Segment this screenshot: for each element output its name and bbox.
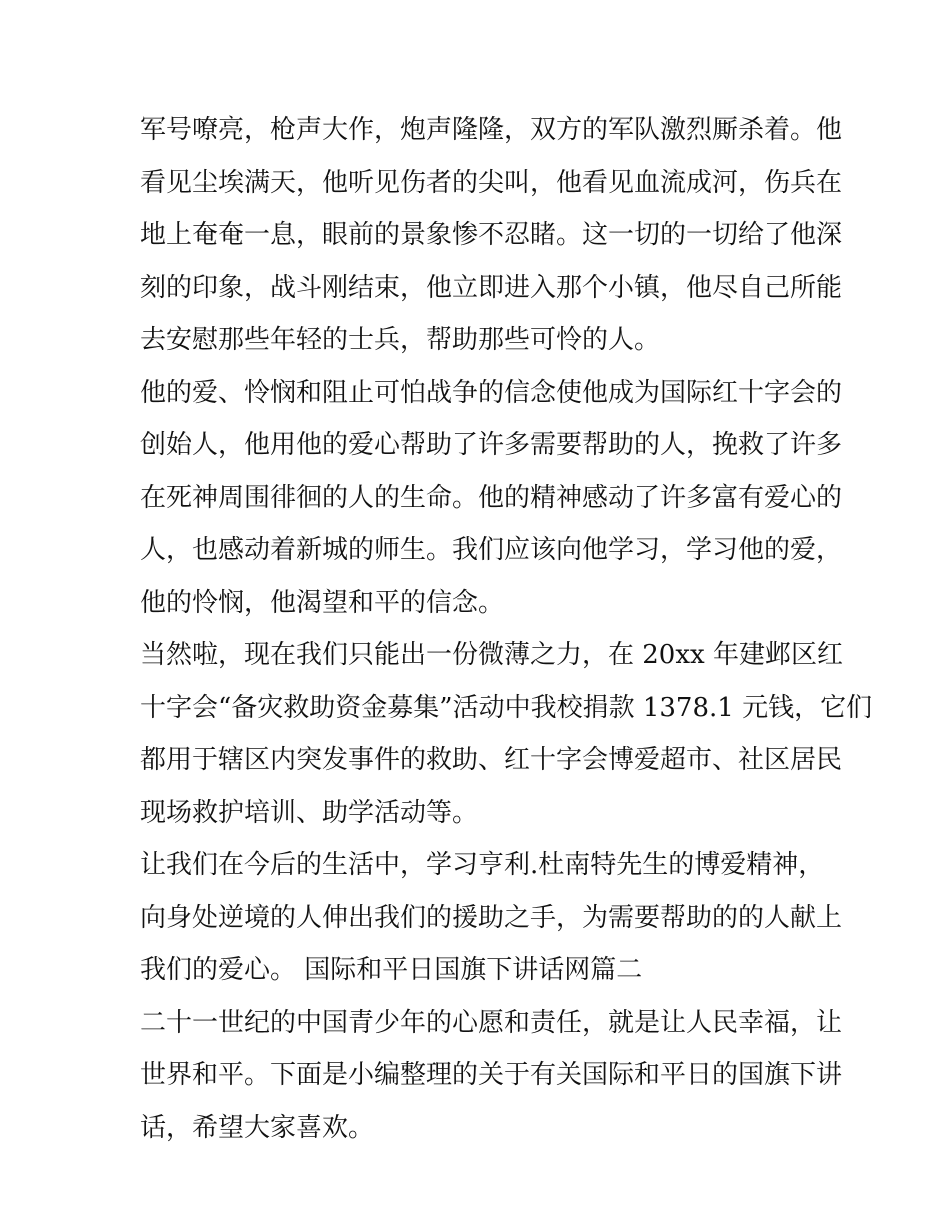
text-line-7: 创始人，他用他的爱心帮助了许多需要帮助的人，挽救了许多 (140, 430, 843, 460)
text-line-4: 刻的印象，战斗刚结束，他立即进入那个小镇，他尽自己所能 (140, 272, 843, 303)
text-line-8: 在死神周围徘徊的人的生命。他的精神感动了许多富有爱心的 (140, 482, 843, 513)
text-line-3: 地上奄奄一息，眼前的景象惨不忍睹。这一切的一切给了他深 (140, 220, 843, 250)
text-line-13: 都用于辖区内突发事件的救助、红十字会博爱超市、社区居民 (140, 745, 843, 775)
text-line-15: 让我们在今后的生活中，学习亨利.杜南特先生的博爱精神， (140, 850, 825, 880)
text-line-19: 世界和平。下面是小编整理的关于有关国际和平日的国旗下讲 (140, 1060, 843, 1090)
text-line-20: 话，希望大家喜欢。 (140, 1112, 375, 1143)
text-line-14: 现场救护培训、助学活动等。 (140, 797, 479, 828)
text-line-12: 十字会“备灾救助资金募集”活动中我校捐款 1378.1 元钱，它们 (140, 692, 873, 723)
text-line-10: 他的怜悯，他渴望和平的信念。 (140, 587, 505, 618)
text-line-11: 当然啦，现在我们只能出一份微薄之力，在 20xx 年建邺区红 (140, 640, 843, 670)
text-line-2: 看见尘埃满天，他听见伤者的尖叫，他看见血流成河，伤兵在 (140, 167, 843, 198)
text-line-5: 去安慰那些年轻的士兵，帮助那些可怜的人。 (140, 325, 661, 355)
document-body (140, 104, 873, 1154)
text-line-9: 人，也感动着新城的师生。我们应该向他学习，学习他的爱， (140, 535, 843, 565)
text-line-6: 他的爱、怜悯和阻止可怕战争的信念使他成为国际红十字会的 (140, 377, 843, 408)
text-line-17: 我们的爱心。 国际和平日国旗下讲话网篇二 (140, 955, 643, 985)
text-line-16: 向身处逆境的人伸出我们的援助之手，为需要帮助的的人献上 (140, 902, 843, 933)
text-line-1: 军号嘹亮，枪声大作，炮声隆隆，双方的军队激烈厮杀着。他 (140, 115, 843, 145)
text-line-18: 二十一世纪的中国青少年的心愿和责任，就是让人民幸福，让 (140, 1007, 843, 1038)
